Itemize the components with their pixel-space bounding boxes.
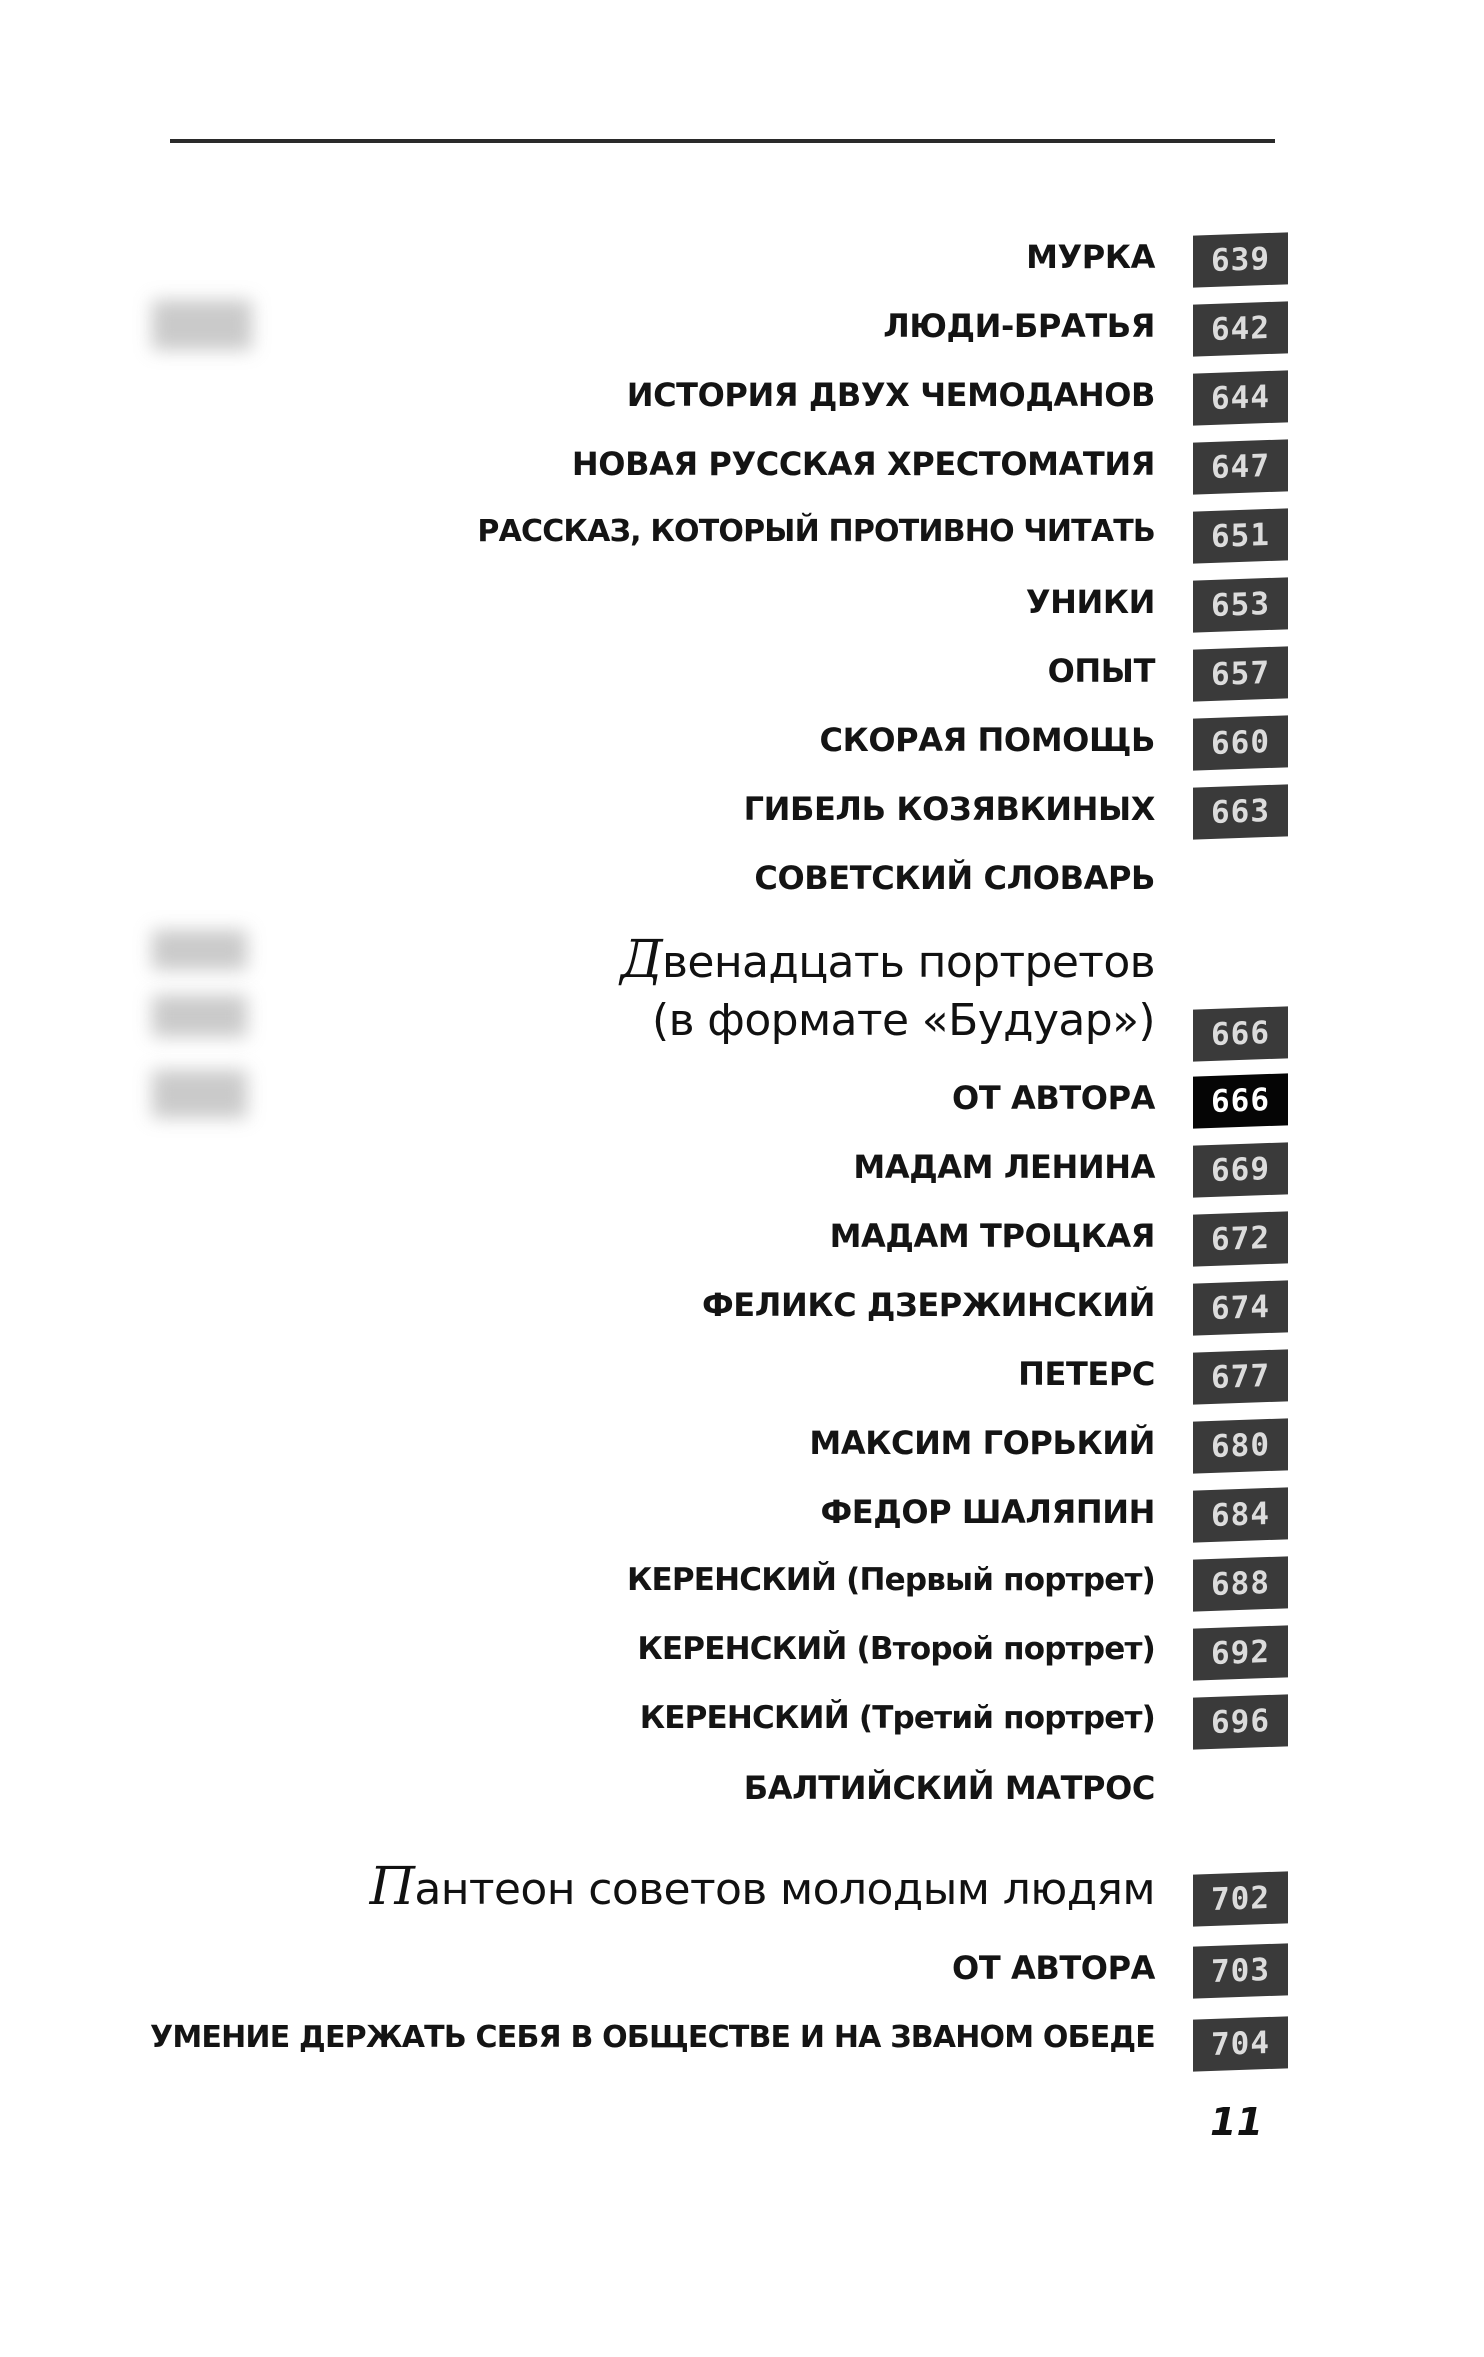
page-number-badge: 663	[1193, 784, 1288, 839]
toc-entry-title: ОТ АВТОРА	[952, 1079, 1155, 1117]
bleed-through-mark	[152, 300, 252, 350]
toc-entry-title: УМЕНИЕ ДЕРЖАТЬ СЕБЯ В ОБЩЕСТВЕ И НА ЗВАНОМ ОБЕДЕ	[150, 2020, 1155, 2055]
page-number: 11	[1210, 2100, 1263, 2144]
page-number-badge: 696	[1193, 1694, 1288, 1749]
page-number-badge: 666	[1193, 1006, 1288, 1061]
page-number-badge: 651	[1193, 508, 1288, 563]
section-heading-line-2: (в формате «Будуар»)	[652, 995, 1155, 1046]
toc-entry-title: КЕРЕНСКИЙ (Третий портрет)	[639, 1700, 1155, 1736]
bleed-through-mark	[152, 1070, 247, 1118]
toc-entry-title: ЛЮДИ-БРАТЬЯ	[883, 307, 1155, 345]
section-heading-text: антеон советов молодым людям	[414, 1864, 1155, 1915]
page-number-badge: 642	[1193, 301, 1288, 356]
page-number-badge: 674	[1193, 1280, 1288, 1335]
toc-entry-title: БАЛТИЙСКИЙ МАТРОС	[743, 1769, 1155, 1807]
page-number-badge: 702	[1193, 1871, 1288, 1926]
page-number-badge: 677	[1193, 1349, 1288, 1404]
toc-entry-title: ИСТОРИЯ ДВУХ ЧЕМОДАНОВ	[626, 376, 1155, 414]
section-heading-line-1	[370, 1857, 1155, 1917]
page-number-badge: 669	[1193, 1142, 1288, 1197]
toc-entry-title: ФЕЛИКС ДЗЕРЖИНСКИЙ	[701, 1286, 1155, 1324]
page-number-badge: 639	[1193, 232, 1288, 287]
page-number-badge: 688	[1193, 1556, 1288, 1611]
page-number-badge: 704	[1193, 2016, 1288, 2071]
page-number-badge: 660	[1193, 715, 1288, 770]
section-initial: П	[369, 1857, 415, 1917]
toc-entry-title: СОВЕТСКИЙ СЛОВАРЬ	[754, 859, 1155, 897]
toc-entry-title: РАССКАЗ, КОТОРЫЙ ПРОТИВНО ЧИТАТЬ	[477, 514, 1155, 549]
toc-entry-title: НОВАЯ РУССКАЯ ХРЕСТОМАТИЯ	[571, 445, 1155, 483]
page-number-badge: 647	[1193, 439, 1288, 494]
page-number-badge: 666	[1193, 1073, 1288, 1128]
toc-entry-title: ГИБЕЛЬ КОЗЯВКИНЫХ	[743, 790, 1155, 828]
bleed-through-mark	[152, 995, 247, 1037]
toc-entry-title: УНИКИ	[1025, 583, 1155, 621]
toc-entry-title: МАКСИМ ГОРЬКИЙ	[809, 1424, 1155, 1462]
section-heading-line-1	[620, 930, 1155, 990]
section-initial: Д	[620, 930, 663, 990]
toc-entry-title: КЕРЕНСКИЙ (Первый портрет)	[626, 1562, 1155, 1598]
page-number-badge: 657	[1193, 646, 1288, 701]
toc-entry-title: ПЕТЕРС	[1018, 1355, 1155, 1393]
page-number-badge: 684	[1193, 1487, 1288, 1542]
toc-entry-title: МАДАМ ЛЕНИНА	[853, 1148, 1155, 1186]
page-number-badge: 653	[1193, 577, 1288, 632]
toc-entry-title: КЕРЕНСКИЙ (Второй портрет)	[637, 1631, 1155, 1667]
toc-entry-title: МАДАМ ТРОЦКАЯ	[829, 1217, 1155, 1255]
bleed-through-mark	[152, 930, 247, 970]
toc-entry-title: МУРКА	[1026, 238, 1155, 276]
page-number-badge: 703	[1193, 1943, 1288, 1998]
toc-entry-title: ФЕДОР ШАЛЯПИН	[820, 1493, 1155, 1531]
page-number-badge: 692	[1193, 1625, 1288, 1680]
page-number-badge: 644	[1193, 370, 1288, 425]
toc-entry-title: ОПЫТ	[1047, 652, 1155, 690]
page-number-badge: 680	[1193, 1418, 1288, 1473]
page-number-badge: 672	[1193, 1211, 1288, 1266]
toc-entry-title: СКОРАЯ ПОМОЩЬ	[819, 721, 1155, 759]
toc-entry-title: ОТ АВТОРА	[952, 1949, 1155, 1987]
top-rule	[170, 139, 1275, 143]
section-heading-text: венадцать портретов	[662, 937, 1155, 988]
